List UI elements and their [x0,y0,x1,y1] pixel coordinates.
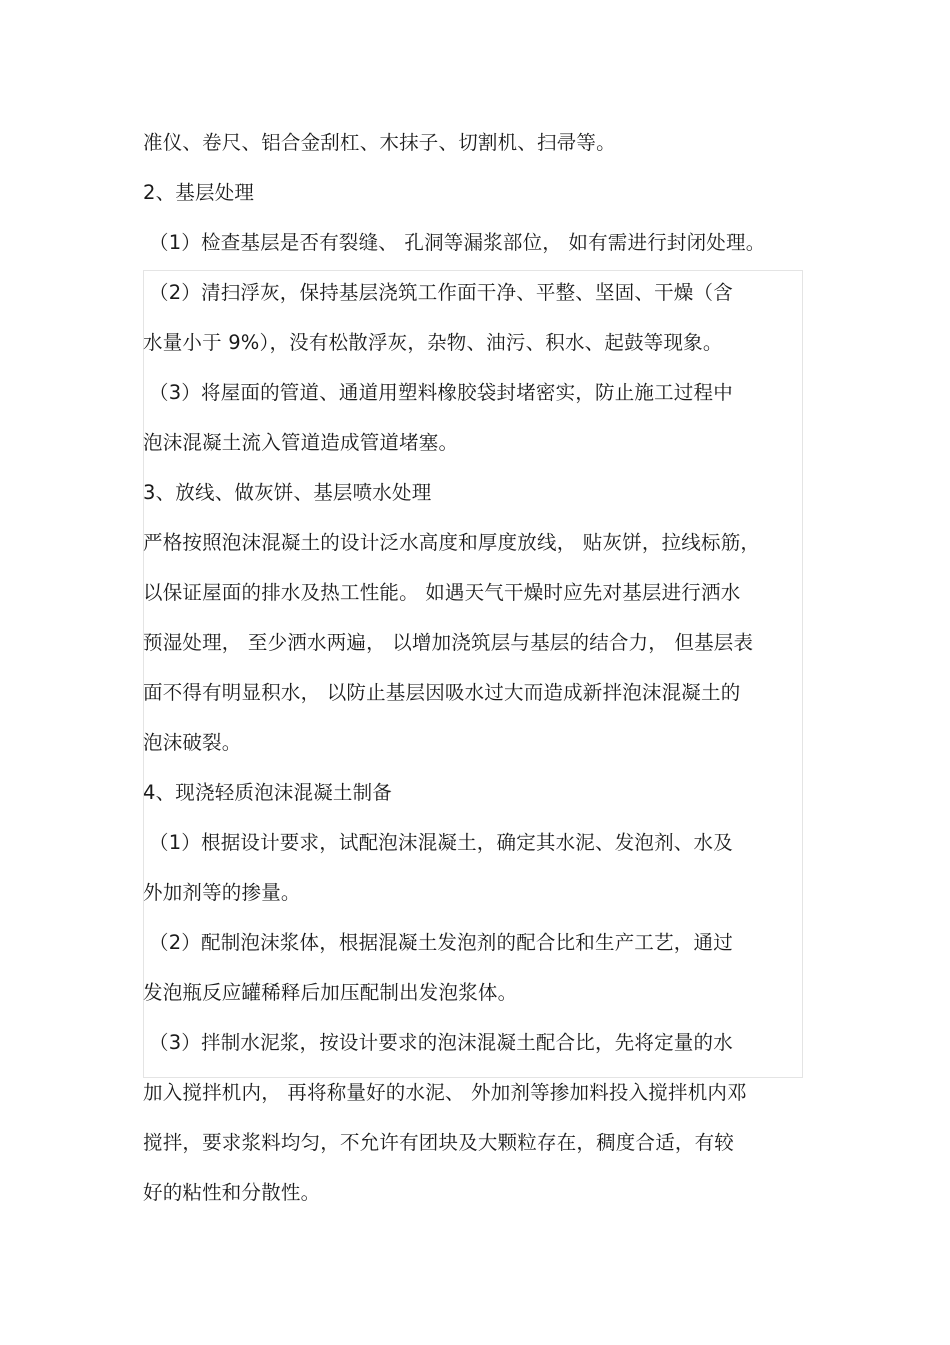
text-line: 以保证屋面的排水及热工性能。 如遇天气干燥时应先对基层进行洒水 [143,581,741,604]
text-line: 预湿处理， 至少洒水两遍， 以增加浇筑层与基层的结合力， 但基层表 [143,631,754,654]
text-line: （1）检查基层是否有裂缝、 孔洞等漏浆部位， 如有需进行封闭处理。 [149,231,766,254]
text-line: 发泡瓶反应罐稀释后加压配制出发泡浆体。 [143,981,518,1004]
text-line: 加入搅拌机内， 再将称量好的水泥、 外加剂等掺加料投入搅拌机内邓 [143,1081,747,1104]
text-line: 泡沫混凝土流入管道造成管道堵塞。 [143,431,459,454]
text-line: 外加剂等的掺量。 [143,881,301,904]
text-line: （1）根据设计要求，试配泡沫混凝土，确定其水泥、发泡剂、水及 [149,831,733,854]
section-heading: 4、现浇轻质泡沫混凝土制备 [143,781,393,804]
text-line: （3）将屋面的管道、通道用塑料橡胶袋封堵密实，防止施工过程中 [149,381,733,404]
section-heading: 3、放线、做灰饼、基层喷水处理 [143,481,432,504]
text-line: （2）配制泡沫浆体，根据混凝土发泡剂的配合比和生产工艺，通过 [149,931,733,954]
text-line: （2）清扫浮灰，保持基层浇筑工作面干净、平整、坚固、干燥（含 [149,281,733,304]
text-line: 准仪、卷尺、铝合金刮杠、木抹子、切割机、扫帚等。 [143,131,616,154]
text-line: 水量小于 9%），没有松散浮灰，杂物、油污、积水、起鼓等现象。 [143,331,723,354]
section-heading: 2、基层处理 [143,181,255,204]
text-line: （3）拌制水泥浆，按设计要求的泡沫混凝土配合比，先将定量的水 [149,1031,733,1054]
text-line: 好的粘性和分散性。 [143,1181,321,1204]
text-line: 严格按照泡沫混凝土的设计泛水高度和厚度放线， 贴灰饼，拉线标筋， [143,531,761,554]
text-line: 搅拌，要求浆料均匀，不允许有团块及大颗粒存在，稠度合适，有较 [143,1131,735,1154]
document-body [143,118,813,1218]
text-line: 泡沫破裂。 [143,731,242,754]
text-line: 面不得有明显积水， 以防止基层因吸水过大而造成新拌泡沫混凝土的 [143,681,741,704]
